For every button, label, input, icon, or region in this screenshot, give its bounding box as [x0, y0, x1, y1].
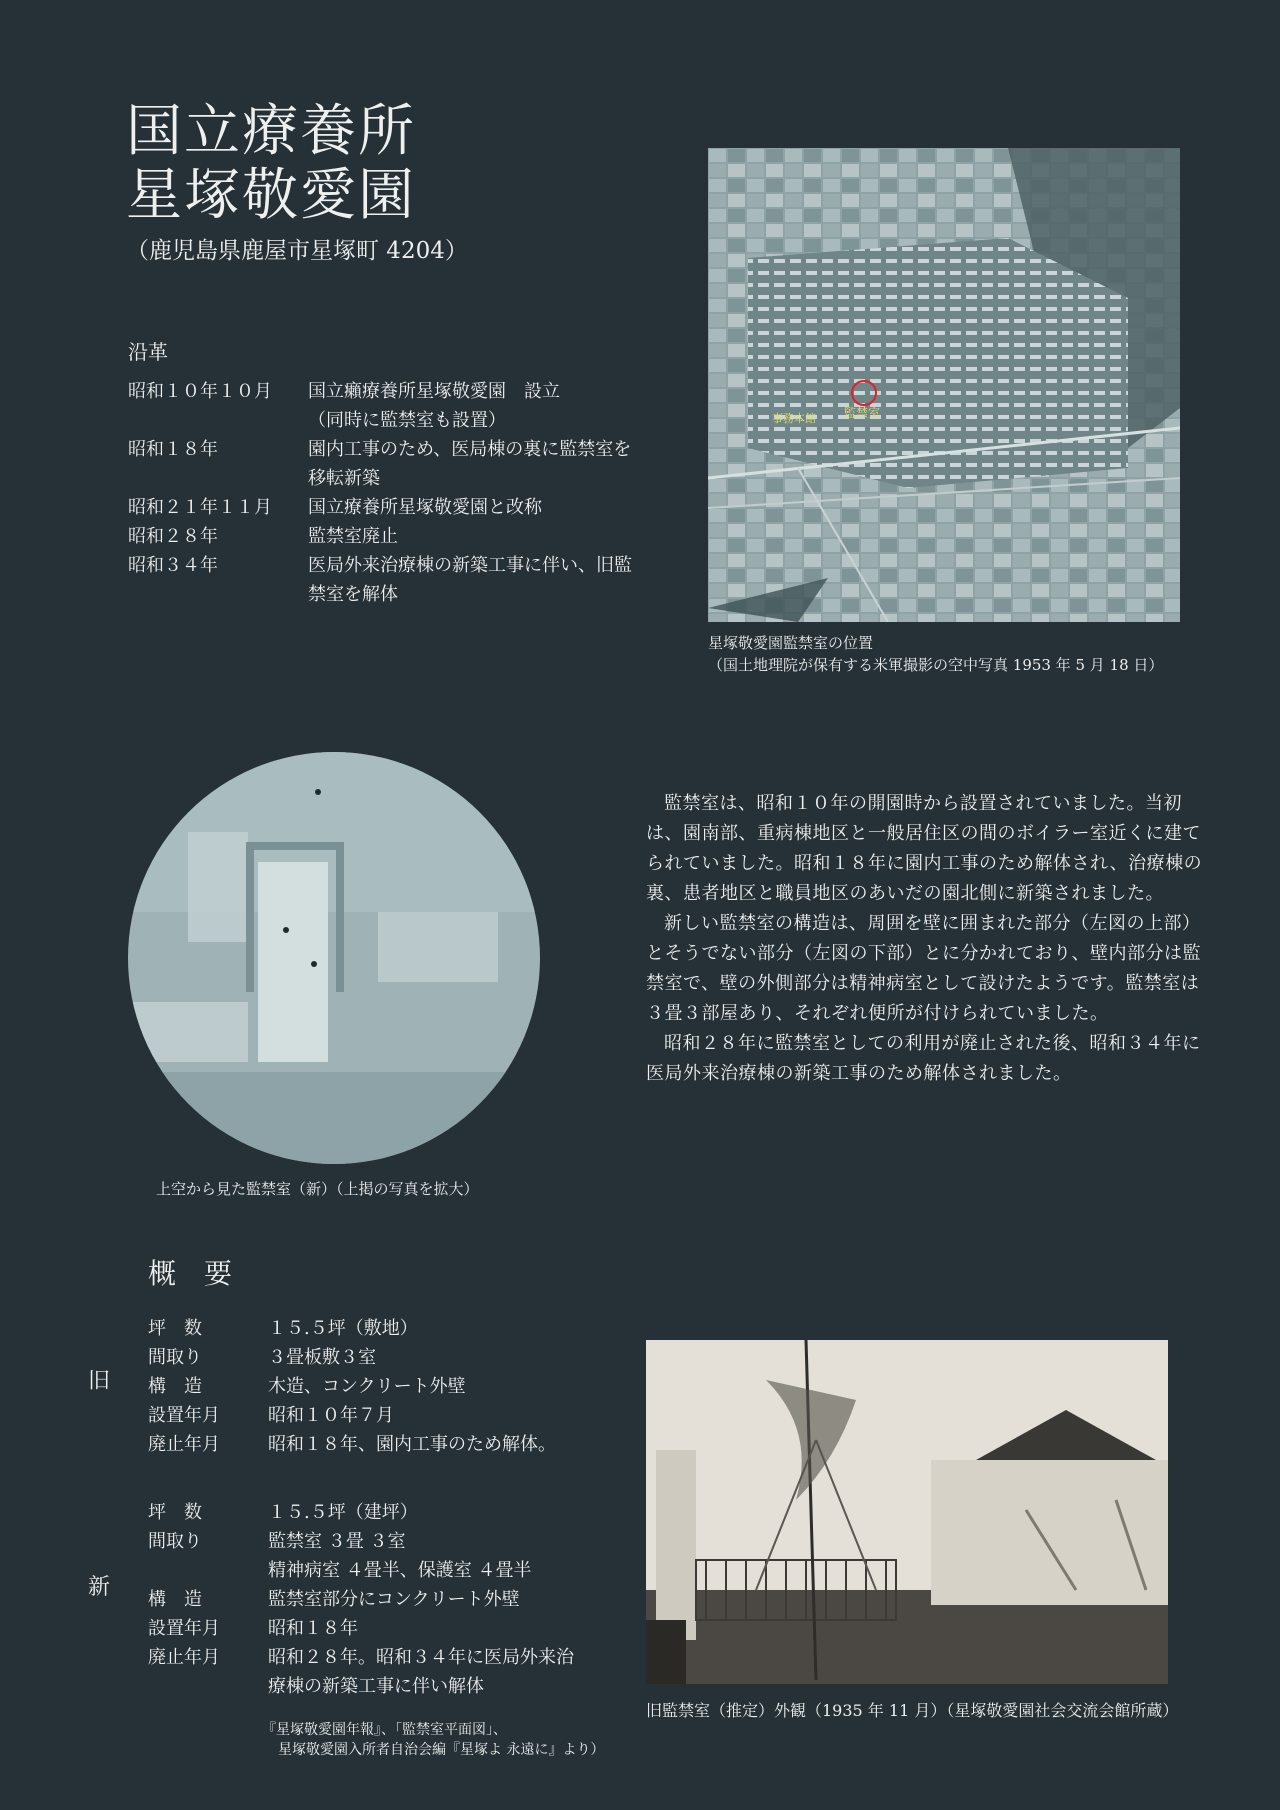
history-desc: 禁室を解体 — [308, 584, 398, 605]
spec-row — [148, 1527, 574, 1585]
description-paragraph: 監禁室は、昭和１０年の開園時から設置されていました。当初は、園南部、重病棟地区と一般居住区の間のボイラー室近くに建てられていました。昭和１８年に園内工事のため解体され、治療棟の裏、患者地区と職員地区のあいだの園北側に新築されました。 — [646, 793, 1203, 904]
zoom-photo — [128, 752, 540, 1164]
history-era: 昭和２８年 — [128, 526, 218, 547]
spec-row — [148, 1401, 556, 1430]
title-line-2: 星塚敬愛園 — [126, 163, 416, 228]
old-photo-caption: 旧監禁室（推定）外観（1935 年 11 月）（星塚敬愛園社会交流会館所蔵） — [646, 1701, 1179, 1720]
spec-value: 昭和１０年７月 — [268, 1405, 394, 1426]
zoom-caption: 上空から見た監禁室（新）（上掲の写真を拡大） — [156, 1180, 479, 1198]
history-desc: （同時に監禁室も設置） — [308, 410, 506, 431]
spec-value: 昭和１８年、園内工事のため解体。 — [268, 1434, 556, 1455]
spec-row — [148, 1585, 574, 1614]
spec-label: 設置年月 — [148, 1618, 220, 1639]
aerial-label-office: 事務本館 — [772, 412, 816, 425]
history-era: 昭和２１年１１月 — [128, 497, 272, 518]
history-desc: 園内工事のため、医局棟の裏に監禁室を — [308, 439, 632, 460]
new-spec-list — [148, 1498, 574, 1701]
spec-label: 構 造 — [148, 1589, 202, 1610]
description-paragraph: 新しい監禁室の構造は、周囲を壁に囲まれた部分（左図の上部）とそうでない部分（左図の下部）とに分かれており、壁内部分は監禁室で、壁の外側部分は精神病室として設けたようです。監禁室は３畳３部屋あり、それぞれ便所が付けられていました。 — [646, 913, 1201, 1024]
history-row — [128, 377, 678, 435]
spec-label: 坪 数 — [148, 1318, 202, 1339]
spec-label: 設置年月 — [148, 1405, 220, 1426]
title-line-1: 国立療養所 — [126, 99, 416, 164]
history-desc: 国立療養所星塚敬愛園と改称 — [308, 497, 542, 518]
spec-row — [148, 1643, 574, 1701]
old-spec-list — [148, 1314, 556, 1459]
spec-row — [148, 1343, 556, 1372]
spec-label: 坪 数 — [148, 1502, 202, 1523]
aerial-caption — [708, 632, 1163, 676]
history-era: 昭和１８年 — [128, 439, 218, 460]
overview-heading: 概 要 — [148, 1257, 233, 1290]
spec-row — [148, 1430, 556, 1459]
history-row — [128, 522, 678, 551]
source-note — [262, 1720, 604, 1760]
history-era: 昭和３４年 — [128, 555, 218, 576]
spec-row — [148, 1372, 556, 1401]
spec-row — [148, 1614, 574, 1643]
new-label: 新 — [88, 1575, 111, 1600]
history-desc: 医局外来治療棟の新築工事に伴い、旧監 — [308, 555, 632, 576]
history-desc: 監禁室廃止 — [308, 526, 398, 547]
spec-value: １５.５坪（敷地） — [268, 1318, 418, 1339]
aerial-photo — [708, 148, 1180, 622]
source-line: 星塚敬愛園入所者自治会編『星塚よ 永遠に』より） — [278, 1742, 605, 1758]
history-heading: 沿革 — [128, 340, 168, 364]
spec-label: 廃止年月 — [148, 1647, 220, 1668]
spec-label: 構 造 — [148, 1376, 202, 1397]
page-title — [126, 100, 416, 228]
spec-value: 昭和２８年。昭和３４年に医局外来治 — [268, 1647, 574, 1668]
spec-value: 木造、コンクリート外壁 — [268, 1376, 466, 1397]
spec-value: 療棟の新築工事に伴い解体 — [268, 1676, 484, 1697]
spec-label: 廃止年月 — [148, 1434, 220, 1455]
spec-value: 監禁室 ３畳 ３室 — [268, 1531, 406, 1552]
spec-value: ３畳板敷３室 — [268, 1347, 376, 1368]
old-building-photo-image — [646, 1340, 1168, 1684]
zoom-photo-image — [128, 752, 540, 1164]
spec-label: 間取り — [148, 1531, 202, 1552]
history-desc: 国立癩療養所星塚敬愛園 設立 — [308, 381, 560, 402]
spec-label: 間取り — [148, 1347, 202, 1368]
old-building-photo — [646, 1340, 1168, 1684]
address: （鹿児島県鹿屋市星塚町 4204） — [126, 238, 468, 264]
spec-value: 昭和１８年 — [268, 1618, 358, 1639]
description-text — [646, 789, 1206, 1089]
spec-row — [148, 1314, 556, 1343]
description-paragraph: 昭和２８年に監禁室としての利用が廃止された後、昭和３４年に医局外来治療棟の新築工事のため解体されました。 — [646, 1033, 1201, 1084]
aerial-caption-line: （国土地理院が保有する米軍撮影の空中写真 1953 年 5 月 18 日） — [708, 656, 1164, 674]
history-section — [128, 338, 678, 609]
aerial-photo-image — [708, 148, 1180, 622]
spec-value: １５.５坪（建坪） — [268, 1502, 418, 1523]
source-line: 『星塚敬愛園年報』、「監禁室平面図」、 — [262, 1722, 507, 1738]
spec-row — [148, 1498, 574, 1527]
aerial-caption-line: 星塚敬愛園監禁室の位置 — [708, 634, 874, 652]
old-label: 旧 — [88, 1369, 111, 1394]
spec-value: 精神病室 ４畳半、保護室 ４畳半 — [268, 1560, 532, 1581]
history-row — [128, 493, 678, 522]
history-row — [128, 551, 678, 609]
history-row — [128, 435, 678, 493]
aerial-label-room: 監禁室 — [844, 406, 881, 420]
history-desc: 移転新築 — [308, 468, 380, 489]
spec-value: 監禁室部分にコンクリート外壁 — [268, 1589, 520, 1610]
history-era: 昭和１０年１０月 — [128, 381, 272, 402]
